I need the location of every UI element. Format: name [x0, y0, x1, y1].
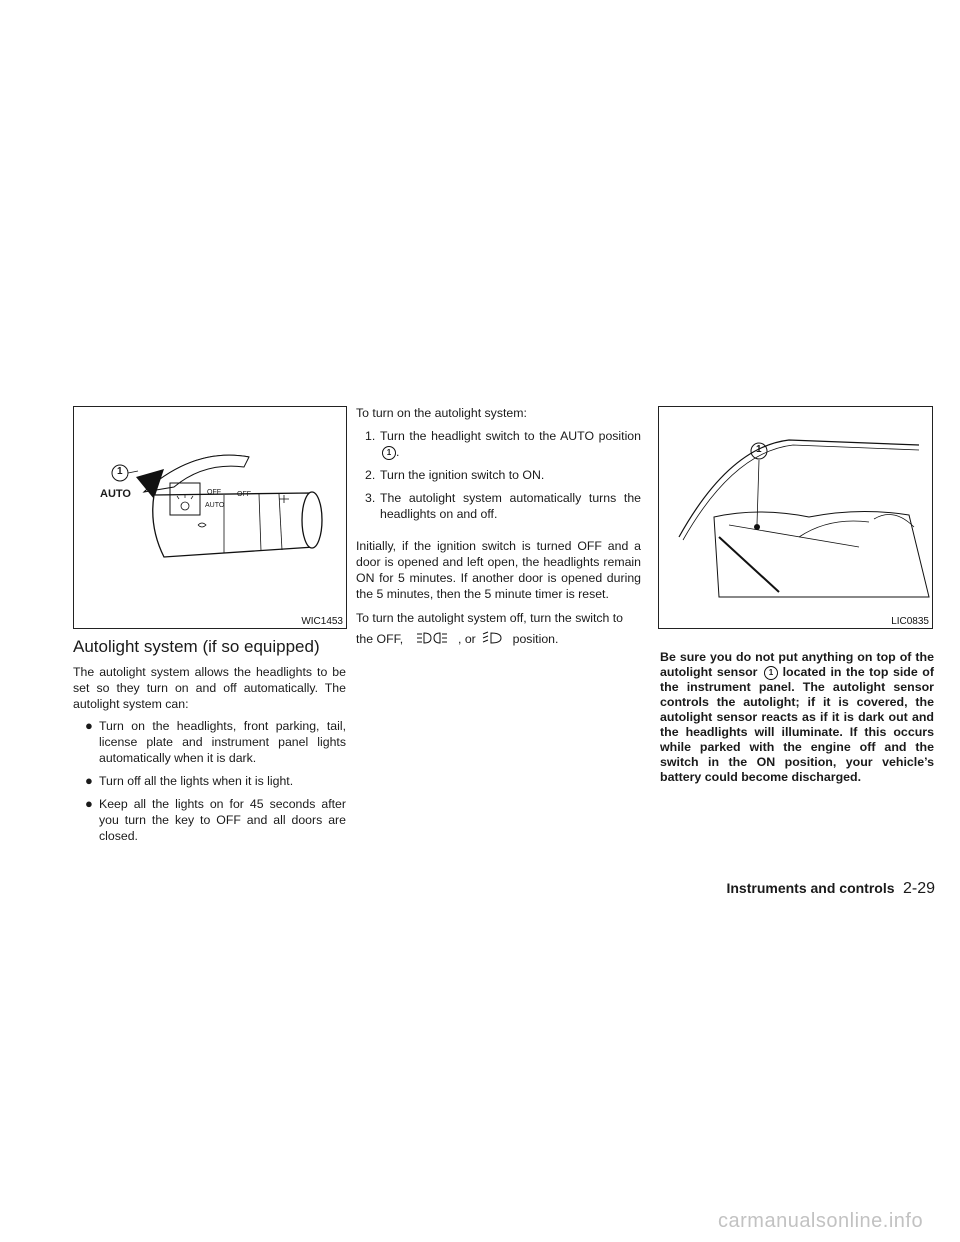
- figure-autolight-sensor: [658, 406, 933, 629]
- page-number: 2-29: [902, 880, 935, 897]
- or-text: , or: [458, 632, 476, 646]
- warning-before: Be sure you do not put anything on top of the autolight sensor: [660, 650, 934, 679]
- section-intro: The autolight system allows the headlights to be set so they turn on and off automatically. The autolight system can:: [73, 665, 346, 711]
- section-title: Autolight system (if so equipped): [73, 637, 320, 656]
- warning-after: located in the top side of the instrument panel. The autolight sensor controls the autolight; if it is covered, the autolight sensor reacts as if it is dark out and the headlights will illuminate. If this occurs while parked with the engine off and the switch in the ON position, your vehicle’s battery could become discharged.: [660, 665, 934, 784]
- switch-label-off-1: OFF: [207, 489, 221, 496]
- procedure-steps: [356, 428, 641, 529]
- position-text: position.: [512, 632, 559, 646]
- parking-lights-icon: [415, 631, 449, 645]
- autolight-capabilities-list: [73, 718, 346, 851]
- step-number: 2.: [365, 468, 376, 482]
- headlight-switch-illustration: [74, 407, 346, 628]
- bullet-text: Keep all the lights on for 45 seconds after you turn the key to OFF and all doors are closed.: [99, 797, 346, 843]
- list-item: [73, 796, 346, 844]
- figure-headlight-switch: [73, 406, 347, 629]
- step-text: Turn the ignition switch to ON.: [380, 468, 545, 482]
- callout-ref-icon: 1: [382, 446, 396, 460]
- switch-label-auto: AUTO: [205, 502, 225, 509]
- step-number: 1.: [365, 429, 376, 443]
- bullet-text: Turn on the headlights, front parking, tail, license plate and instrument panel lights automatically when it is dark.: [99, 719, 346, 765]
- ignition-paragraph: Initially, if the ignition switch is turned OFF and a door is opened and left open, the headlights remain ON for 5 minutes. If another door is opened during the 5 minutes, then the 5 minute timer is reset.: [356, 539, 641, 601]
- warning-text: [660, 650, 934, 785]
- step-text: Turn the headlight switch to the AUTO position: [380, 429, 641, 443]
- list-item: [73, 773, 346, 789]
- page-footer: [710, 880, 935, 898]
- list-item: [73, 718, 346, 766]
- footer-section-title: Instruments and controls: [726, 880, 895, 896]
- switch-label-off-2: OFF: [237, 491, 251, 498]
- figure-id-label: LIC0835: [891, 616, 929, 627]
- figure-id-label: WIC1453: [301, 616, 343, 627]
- autolight-sensor-illustration: [659, 407, 932, 628]
- figure-callout-number: 1: [756, 444, 762, 455]
- bullet-icon: ●: [85, 796, 93, 811]
- step-text: The autolight system automatically turns the headlights on and off.: [380, 491, 641, 521]
- step-text-end: .: [396, 445, 400, 459]
- bullet-icon: ●: [85, 718, 93, 733]
- turn-off-line-1: To turn the autolight system off, turn the switch to: [356, 611, 624, 625]
- bullet-text: Turn off all the lights when it is light.: [99, 774, 294, 788]
- callout-ref-icon: 1: [764, 666, 778, 680]
- list-item: [356, 490, 641, 522]
- bullet-icon: ●: [85, 773, 93, 788]
- headlight-icon: [481, 631, 503, 645]
- watermark: carmanualsonline.info: [718, 1210, 924, 1232]
- figure-callout-number: 1: [117, 466, 123, 477]
- list-item: [356, 467, 641, 483]
- off-text: the OFF,: [356, 632, 404, 646]
- step-number: 3.: [365, 491, 376, 505]
- list-item: [356, 428, 641, 460]
- turn-off-line-2: [356, 631, 641, 647]
- figure-auto-label: AUTO: [100, 488, 131, 500]
- procedure-intro: To turn on the autolight system:: [356, 406, 527, 420]
